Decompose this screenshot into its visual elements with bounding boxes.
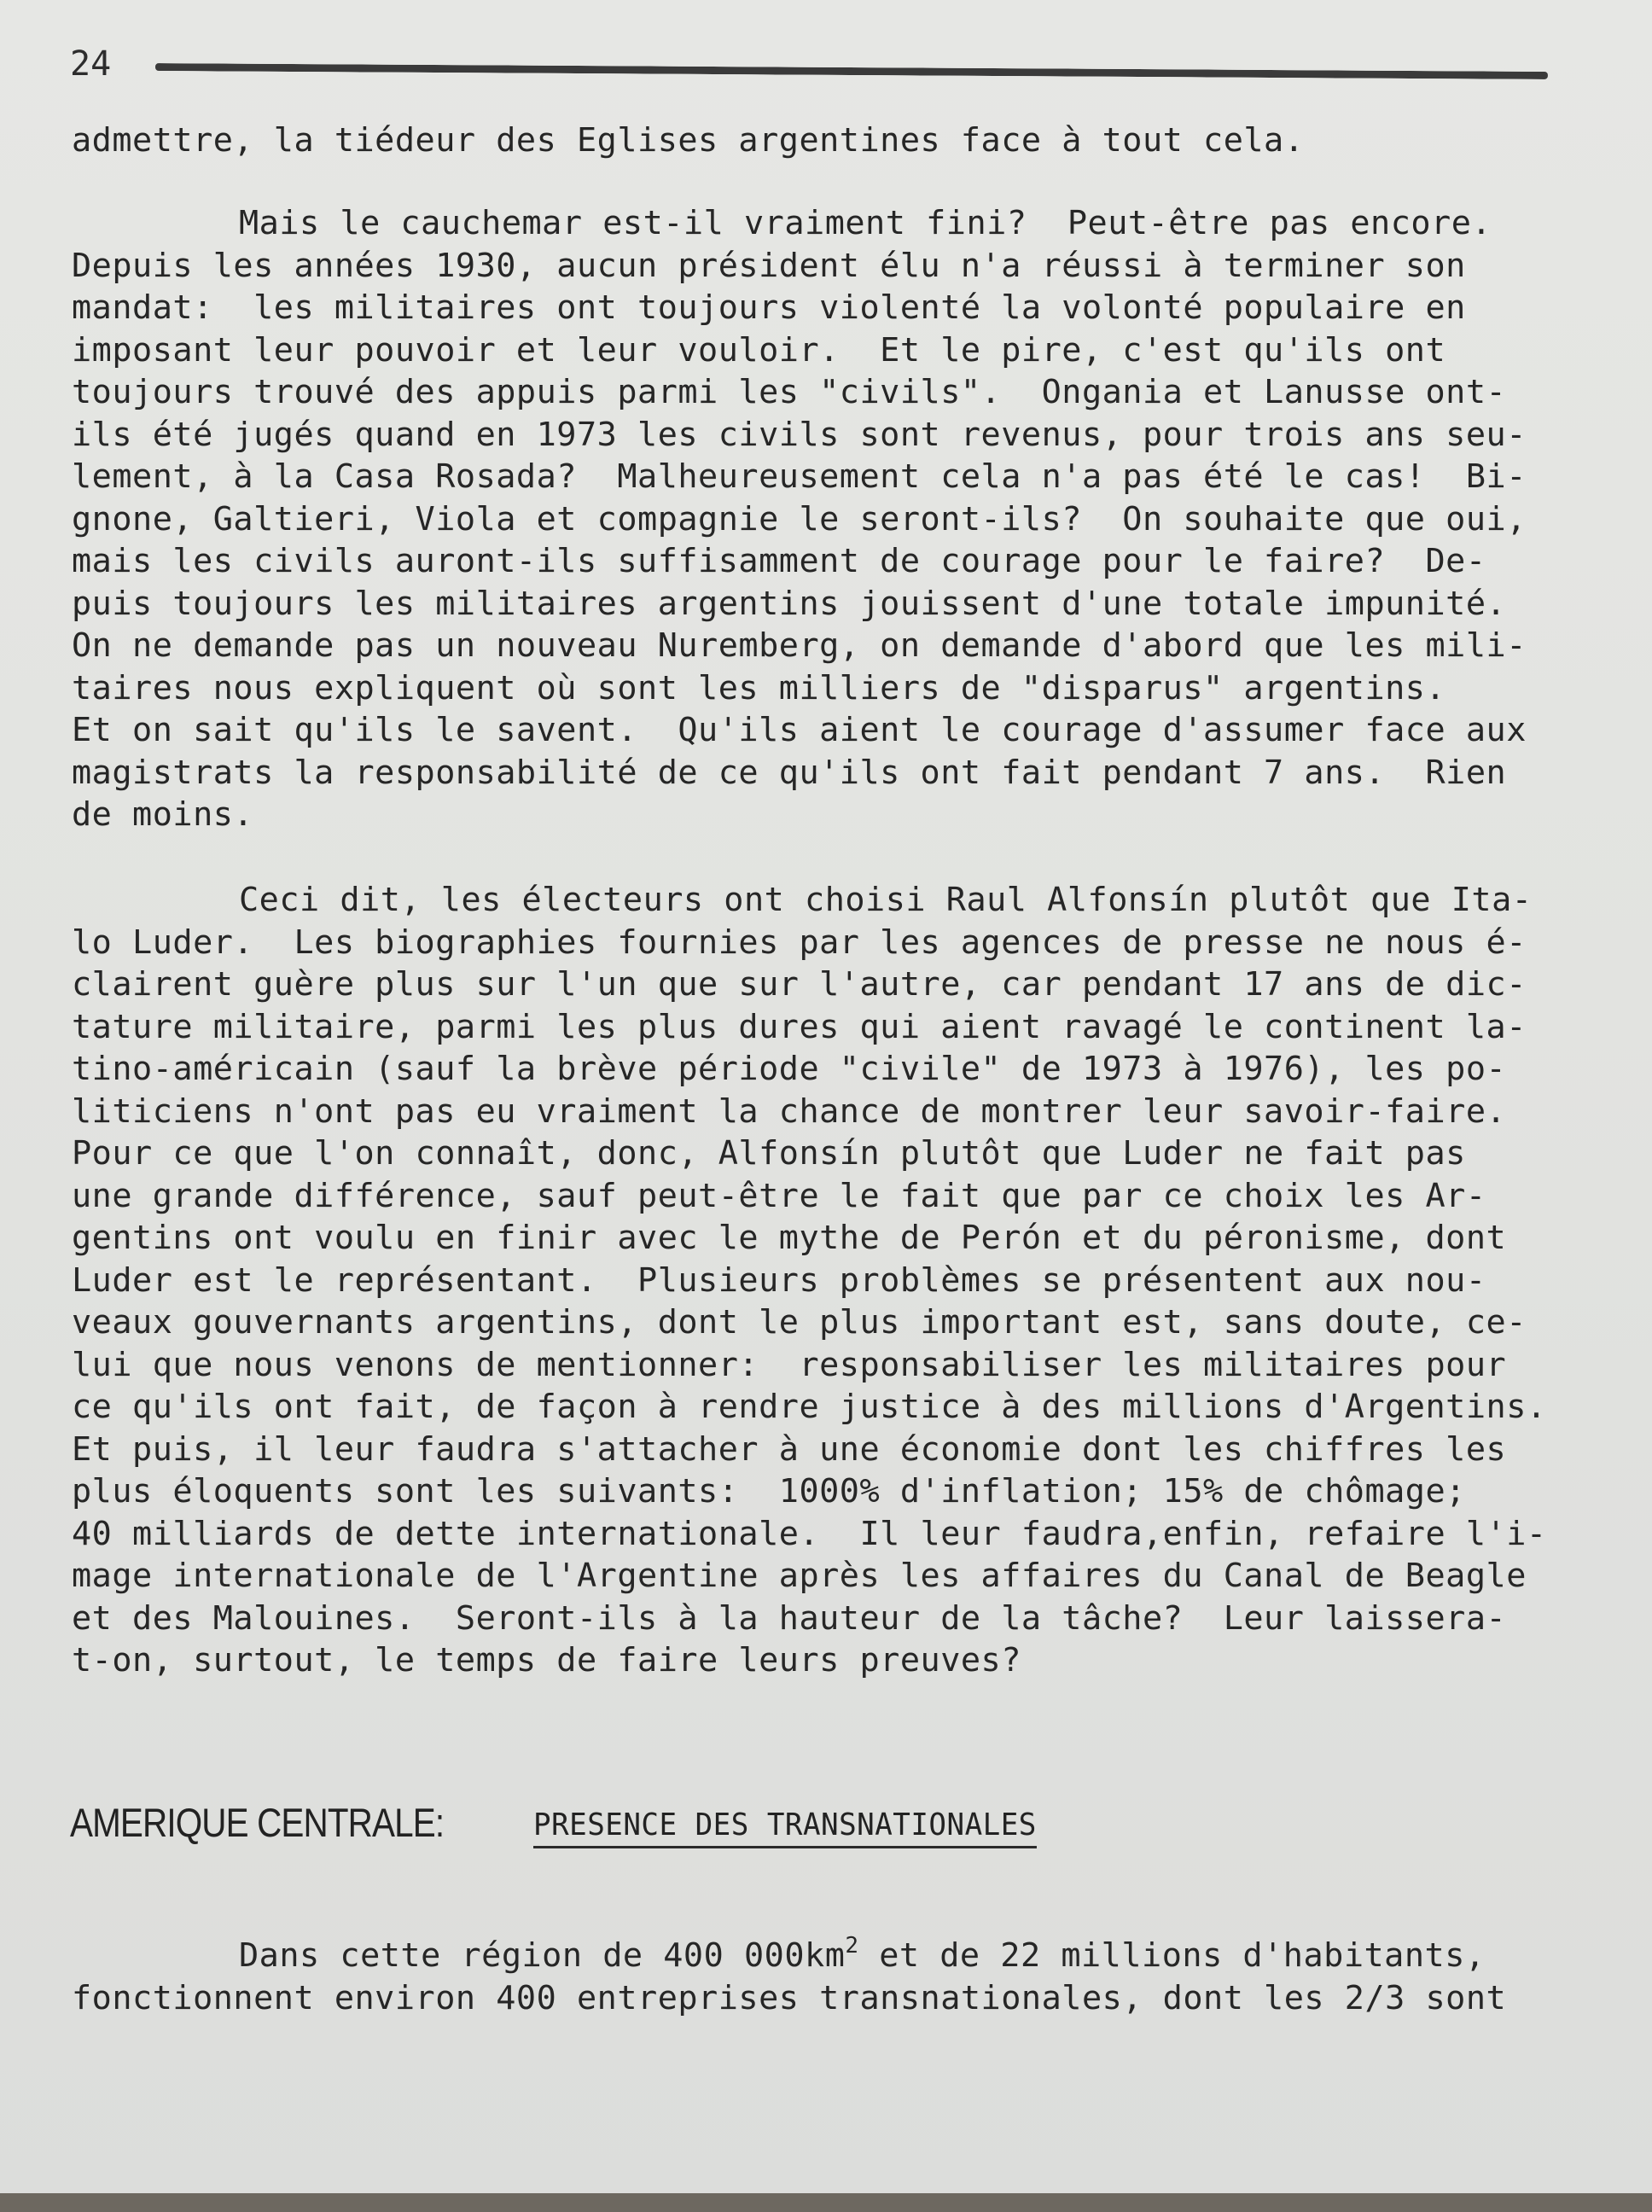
text-line: de moins. <box>72 795 254 834</box>
text-line: mage internationale de l'Argentine après les affaires du Canal de Beagle <box>72 1557 1527 1595</box>
text-line: Et puis, il leur faudra s'attacher à une économie dont les chiffres les <box>72 1429 1507 1469</box>
section-subtitle: PRESENCE DES TRANSNATIONALES <box>533 1807 1037 1848</box>
section-title: AMERIQUE CENTRALE: <box>70 1800 445 1845</box>
page-number: 24 <box>70 44 112 84</box>
text-line: tature militaire, parmi les plus dures qui aient ravagé le continent la- <box>72 1007 1527 1046</box>
superscript: 2 <box>845 1933 859 1959</box>
text-line: ils été jugés quand en 1973 les civils sont revenus, pour trois ans seu- <box>72 415 1527 454</box>
text-line: fonctionnent environ 400 entreprises transnationales, dont les 2/3 sont <box>72 1978 1507 2017</box>
text-line: puis toujours les militaires argentins jouissent d'une totale impunité. <box>72 584 1507 623</box>
text-line: lui que nous venons de mentionner: responsabiliser les militaires pour <box>72 1345 1507 1384</box>
text-line: gentins ont voulu en finir avec le mythe de Perón et du péronisme, dont <box>72 1219 1507 1257</box>
text-line: Pour ce que l'on connaît, donc, Alfonsín plutôt que Luder ne fait pas <box>72 1134 1466 1173</box>
text-line: admettre, la tiédeur des Eglises argentines face à tout cela. <box>72 121 1305 160</box>
text-line: plus éloquents sont les suivants: 1000% d'inflation; 15% de chômage; <box>72 1472 1466 1511</box>
text-line: gnone, Galtieri, Viola et compagnie le seront-ils? On souhaite que oui, <box>72 499 1527 538</box>
text-line: Mais le cauchemar est-il vraiment fini? Peut-être pas encore. <box>239 204 1492 242</box>
text-line: On ne demande pas un nouveau Nuremberg, on demande d'abord que les mili- <box>72 626 1527 665</box>
text-line: clairent guère plus sur l'un que sur l'autre, car pendant 17 ans de dic- <box>72 965 1527 1004</box>
text-line: Et on sait qu'ils le savent. Qu'ils aient le courage d'assumer face aux <box>72 711 1527 749</box>
page-bottom-edge <box>0 2193 1652 2212</box>
text-line: Ceci dit, les électeurs ont choisi Raul Alfonsín plutôt que Ita- <box>239 881 1533 919</box>
text-fragment: Dans cette région de 400 000km <box>239 1936 846 1975</box>
text-line: lo Luder. Les biographies fournies par les agences de presse ne nous é- <box>72 923 1527 962</box>
section-heading <box>70 1799 1521 1846</box>
text-line: veaux gouvernants argentins, dont le plus important est, sans doute, ce- <box>72 1303 1527 1342</box>
header-rule <box>155 63 1548 79</box>
page-header <box>67 44 1551 87</box>
text-line: une grande différence, sauf peut-être le fait que par ce choix les Ar- <box>72 1176 1486 1215</box>
text-line: Depuis les années 1930, aucun président élu n'a réussi à terminer son <box>72 246 1466 285</box>
text-line: mandat: les militaires ont toujours violenté la volonté populaire en <box>72 288 1466 327</box>
text-line: imposant leur pouvoir et leur vouloir. Et le pire, c'est qu'ils ont <box>72 330 1446 370</box>
text-fragment: et de 22 millions d'habitants, <box>858 1936 1486 1975</box>
paragraph-electeurs <box>72 879 1599 1682</box>
text-line: liticiens n'ont pas eu vraiment la chance de montrer leur savoir-faire. <box>72 1091 1507 1131</box>
text-line: magistrats la responsabilité de ce qu'ils ont fait pendant 7 ans. Rien <box>72 753 1507 792</box>
text-line <box>72 1935 1599 1977</box>
text-line: toujours trouvé des appuis parmi les "civils". Ongania et Lanusse ont- <box>72 373 1507 411</box>
text-line: taires nous expliquent où sont les milliers de "disparus" argentins. <box>72 668 1446 707</box>
paragraph-cauchemar <box>72 202 1599 836</box>
text-line: Luder est le représentant. Plusieurs problèmes se présentent aux nou- <box>72 1260 1486 1300</box>
text-line: tino-américain (sauf la brève période "civile" de 1973 à 1976), les po- <box>72 1050 1507 1088</box>
text-line: lement, à la Casa Rosada? Malheureusement cela n'a pas été le cas! Bi- <box>72 457 1527 496</box>
paragraph-continuation <box>72 119 1599 162</box>
paragraph-amerique-centrale <box>72 1935 1599 2019</box>
text-line: 40 milliards de dette internationale. Il leur faudra,enfin, refaire l'i- <box>72 1514 1547 1553</box>
text-line: ce qu'ils ont fait, de façon à rendre justice à des millions d'Argentins. <box>72 1388 1547 1426</box>
text-line: et des Malouines. Seront-ils à la hauteur de la tâche? Leur laissera- <box>72 1598 1507 1638</box>
text-line: t-on, surtout, le temps de faire leurs preuves? <box>72 1641 1021 1679</box>
text-line: mais les civils auront-ils suffisamment de courage pour le faire? De- <box>72 542 1486 580</box>
